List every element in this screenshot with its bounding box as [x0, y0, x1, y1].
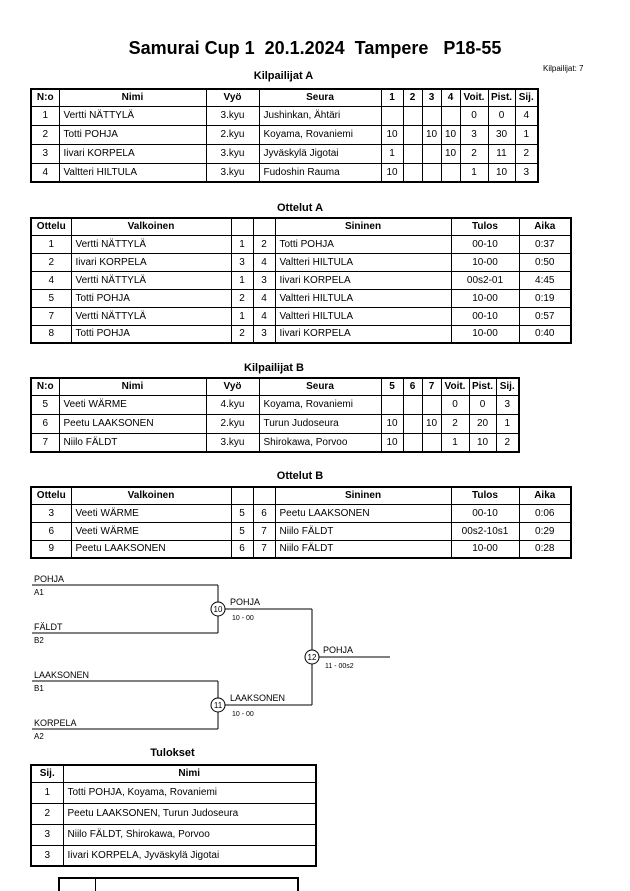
blue-no: 7 — [253, 522, 275, 540]
score-cell: 10 — [422, 125, 441, 144]
match-result: 00s2-01 — [451, 271, 519, 289]
sf2-top-seed: B1 — [34, 684, 44, 693]
sf1-top-name: POHJA — [34, 574, 65, 584]
competitor-belt: 4.kyu — [206, 395, 259, 414]
matches-header-row — [31, 487, 571, 504]
white-name: Iivari KORPELA — [71, 253, 231, 271]
match-12-number: 12 — [307, 653, 317, 662]
place-cell: 2 — [515, 144, 538, 163]
score-cell: 1 — [381, 144, 403, 163]
results-heading: Tulokset — [150, 747, 195, 759]
white-no: 5 — [231, 522, 253, 540]
competitor-club: Jyväskylä Jigotai — [259, 144, 381, 163]
score-cell — [441, 106, 460, 125]
col-1: 1 — [381, 89, 403, 106]
blue-no: 7 — [253, 540, 275, 558]
wins-cell: 1 — [460, 163, 488, 182]
col-wins: Voit. — [460, 89, 488, 106]
match-no: 2 — [31, 253, 71, 271]
sf1-top-seed: A1 — [34, 588, 44, 597]
col-7: 7 — [422, 378, 441, 395]
match-row — [31, 504, 571, 522]
match-time: 0:50 — [519, 253, 571, 271]
col-match: Ottelu — [31, 487, 71, 504]
pool-b-header-row — [31, 378, 519, 395]
match-11-number: 11 — [213, 701, 223, 710]
score-cell — [381, 395, 403, 414]
competitor-name: Veeti WÄRME — [59, 395, 206, 414]
score-cell — [403, 144, 422, 163]
white-no: 1 — [231, 307, 253, 325]
match-10-number: 10 — [213, 605, 223, 614]
col-time: Aika — [519, 487, 571, 504]
points-cell: 10 — [488, 163, 515, 182]
place-cell: 1 — [515, 125, 538, 144]
blue-name: Valtteri HILTULA — [275, 307, 451, 325]
match-result: 00-10 — [451, 235, 519, 253]
next-table-fragment — [58, 877, 299, 891]
result-name: Iivari KORPELA, Jyväskylä Jigotai — [63, 845, 316, 866]
col-wins: Voit. — [441, 378, 469, 395]
result-row — [31, 782, 316, 803]
wins-cell: 1 — [441, 433, 469, 452]
blue-no: 3 — [253, 271, 275, 289]
pool-row — [31, 163, 538, 182]
match-no: 3 — [31, 504, 71, 522]
place-cell: 1 — [496, 414, 519, 433]
blue-no: 2 — [253, 235, 275, 253]
score-cell — [441, 163, 460, 182]
result-place: 3 — [31, 824, 63, 845]
competitor-name: Peetu LAAKSONEN — [59, 414, 206, 433]
score-cell — [403, 433, 422, 452]
col-6: 6 — [403, 378, 422, 395]
place-cell: 2 — [496, 433, 519, 452]
pool-row — [31, 144, 538, 163]
final-bracket — [0, 563, 420, 748]
col-points: Pist. — [488, 89, 515, 106]
place-cell: 3 — [515, 163, 538, 182]
wins-cell: 0 — [441, 395, 469, 414]
match-time: 0:19 — [519, 289, 571, 307]
results-header-row — [31, 765, 316, 782]
competitor-no: 1 — [31, 106, 59, 125]
col-place: Sij. — [31, 765, 63, 782]
points-cell: 20 — [469, 414, 496, 433]
pool-b-table — [30, 377, 520, 453]
final-score: 11 - 00s2 — [325, 663, 354, 670]
wins-cell: 2 — [441, 414, 469, 433]
col-match: Ottelu — [31, 218, 71, 235]
score-cell: 10 — [381, 433, 403, 452]
competitor-club: Fudoshin Rauma — [259, 163, 381, 182]
pool-row — [31, 395, 519, 414]
blue-name: Niilo FÄLDT — [275, 540, 451, 558]
sf2-top-name: LAAKSONEN — [34, 670, 90, 680]
col-name: Nimi — [59, 378, 206, 395]
match-row — [31, 325, 571, 343]
match-row — [31, 540, 571, 558]
matches-b-heading: Ottelut B — [276, 470, 324, 482]
competitor-belt: 3.kyu — [206, 144, 259, 163]
match-result: 10-00 — [451, 289, 519, 307]
competitor-name: Niilo FÄLDT — [59, 433, 206, 452]
score-cell — [422, 106, 441, 125]
match-row — [31, 522, 571, 540]
match-time: 0:57 — [519, 307, 571, 325]
match-row — [31, 307, 571, 325]
col-white-no — [231, 218, 253, 235]
sf1-bottom-name: FÄLDT — [34, 622, 63, 632]
score-cell — [403, 125, 422, 144]
col-5: 5 — [381, 378, 403, 395]
competitor-belt: 2.kyu — [206, 414, 259, 433]
matches-a-heading: Ottelut A — [276, 202, 324, 214]
col-white: Valkoinen — [71, 487, 231, 504]
white-name: Totti POHJA — [71, 325, 231, 343]
white-name: Veeti WÄRME — [71, 504, 231, 522]
competitor-name: Totti POHJA — [59, 125, 206, 144]
white-no: 2 — [231, 325, 253, 343]
competitor-no: 6 — [31, 414, 59, 433]
competitor-no: 2 — [31, 125, 59, 144]
sf2-winner-name: LAAKSONEN — [230, 693, 286, 703]
white-no: 3 — [231, 253, 253, 271]
match-time: 4:45 — [519, 271, 571, 289]
result-row — [31, 824, 316, 845]
match-row — [31, 289, 571, 307]
match-time: 0:28 — [519, 540, 571, 558]
sf2-bottom-name: KORPELA — [34, 718, 77, 728]
match-result: 00s2-10s1 — [451, 522, 519, 540]
col-name: Nimi — [63, 765, 316, 782]
col-club: Seura — [259, 378, 381, 395]
result-name: Niilo FÄLDT, Shirokawa, Porvoo — [63, 824, 316, 845]
col-3: 3 — [422, 89, 441, 106]
match-time: 0:06 — [519, 504, 571, 522]
score-cell — [403, 163, 422, 182]
match-no: 6 — [31, 522, 71, 540]
blue-no: 3 — [253, 325, 275, 343]
pool-b-heading: Kilpailijat B — [244, 362, 304, 374]
competitor-club: Koyama, Rovaniemi — [259, 395, 381, 414]
match-row — [31, 271, 571, 289]
col-blue: Sininen — [275, 218, 451, 235]
match-time: 0:40 — [519, 325, 571, 343]
col-points: Pist. — [469, 378, 496, 395]
blue-no: 4 — [253, 289, 275, 307]
score-cell: 10 — [441, 125, 460, 144]
col-place: Sij. — [496, 378, 519, 395]
pool-a-heading: Kilpailijat A — [253, 70, 314, 82]
blue-name: Valtteri HILTULA — [275, 289, 451, 307]
points-cell: 11 — [488, 144, 515, 163]
pool-a-header-row — [31, 89, 538, 106]
sf1-winner-name: POHJA — [230, 597, 261, 607]
col-blue-no — [253, 487, 275, 504]
competitor-club: Shirokawa, Porvoo — [259, 433, 381, 452]
white-no: 1 — [231, 235, 253, 253]
place-cell: 4 — [515, 106, 538, 125]
blue-name: Iivari KORPELA — [275, 325, 451, 343]
wins-cell: 2 — [460, 144, 488, 163]
sf2-score: 10 - 00 — [232, 711, 254, 718]
col-white: Valkoinen — [71, 218, 231, 235]
sf2-bottom-seed: A2 — [34, 732, 44, 741]
score-cell: 10 — [422, 414, 441, 433]
score-cell — [422, 395, 441, 414]
wins-cell: 0 — [460, 106, 488, 125]
blue-no: 4 — [253, 253, 275, 271]
match-no: 4 — [31, 271, 71, 289]
score-cell — [422, 433, 441, 452]
wins-cell: 3 — [460, 125, 488, 144]
col-belt: Vyö — [206, 378, 259, 395]
sf1-bottom-seed: B2 — [34, 636, 44, 645]
white-name: Vertti NÄTTYLÄ — [71, 307, 231, 325]
blue-no: 4 — [253, 307, 275, 325]
blue-name: Peetu LAAKSONEN — [275, 504, 451, 522]
pool-a-table — [30, 88, 539, 183]
competitor-club: Turun Judoseura — [259, 414, 381, 433]
col-blue: Sininen — [275, 487, 451, 504]
white-name: Vertti NÄTTYLÄ — [71, 235, 231, 253]
competitor-belt: 3.kyu — [206, 433, 259, 452]
match-row — [31, 235, 571, 253]
competitor-no: 7 — [31, 433, 59, 452]
match-result: 10-00 — [451, 540, 519, 558]
score-cell — [422, 163, 441, 182]
result-name: Peetu LAAKSONEN, Turun Judoseura — [63, 803, 316, 824]
competitors-count: Kilpailijat: 7 — [543, 64, 584, 73]
blue-name: Valtteri HILTULA — [275, 253, 451, 271]
score-cell — [422, 144, 441, 163]
matches-b-table — [30, 486, 572, 559]
competitor-club: Jushinkan, Ähtäri — [259, 106, 381, 125]
next-table-fragment-cell — [60, 879, 96, 891]
score-cell — [403, 106, 422, 125]
white-name: Peetu LAAKSONEN — [71, 540, 231, 558]
competitor-no: 4 — [31, 163, 59, 182]
result-place: 2 — [31, 803, 63, 824]
pool-row — [31, 125, 538, 144]
score-cell — [381, 106, 403, 125]
col-name: Nimi — [59, 89, 206, 106]
white-no: 5 — [231, 504, 253, 522]
match-row — [31, 253, 571, 271]
competitor-belt: 3.kyu — [206, 163, 259, 182]
col-4: 4 — [441, 89, 460, 106]
match-result: 00-10 — [451, 504, 519, 522]
col-belt: Vyö — [206, 89, 259, 106]
blue-name: Niilo FÄLDT — [275, 522, 451, 540]
match-result: 10-00 — [451, 253, 519, 271]
col-time: Aika — [519, 218, 571, 235]
sf1-score: 10 - 00 — [232, 615, 254, 622]
col-place: Sij. — [515, 89, 538, 106]
pool-row — [31, 414, 519, 433]
place-cell: 3 — [496, 395, 519, 414]
col-club: Seura — [259, 89, 381, 106]
page-title: Samurai Cup 1 20.1.2024 Tampere P18-55 — [128, 38, 502, 58]
score-cell: 10 — [381, 414, 403, 433]
white-no: 2 — [231, 289, 253, 307]
match-no: 7 — [31, 307, 71, 325]
match-no: 8 — [31, 325, 71, 343]
competitor-no: 5 — [31, 395, 59, 414]
score-cell: 10 — [381, 163, 403, 182]
result-row — [31, 803, 316, 824]
points-cell: 0 — [469, 395, 496, 414]
match-no: 9 — [31, 540, 71, 558]
pool-row — [31, 433, 519, 452]
matches-a-table — [30, 217, 572, 344]
competitor-no: 3 — [31, 144, 59, 163]
result-row — [31, 845, 316, 866]
points-cell: 10 — [469, 433, 496, 452]
pool-row — [31, 106, 538, 125]
match-time: 0:37 — [519, 235, 571, 253]
matches-header-row — [31, 218, 571, 235]
match-time: 0:29 — [519, 522, 571, 540]
col-white-no — [231, 487, 253, 504]
result-name: Totti POHJA, Koyama, Rovaniemi — [63, 782, 316, 803]
results-table — [30, 764, 317, 867]
white-no: 1 — [231, 271, 253, 289]
score-cell — [403, 414, 422, 433]
blue-name: Iivari KORPELA — [275, 271, 451, 289]
competitor-belt: 3.kyu — [206, 106, 259, 125]
score-cell: 10 — [441, 144, 460, 163]
match-no: 5 — [31, 289, 71, 307]
white-name: Vertti NÄTTYLÄ — [71, 271, 231, 289]
col-no: N:o — [31, 378, 59, 395]
result-place: 3 — [31, 845, 63, 866]
blue-no: 6 — [253, 504, 275, 522]
competitor-club: Koyama, Rovaniemi — [259, 125, 381, 144]
final-winner-name: POHJA — [323, 645, 354, 655]
match-no: 1 — [31, 235, 71, 253]
col-blue-no — [253, 218, 275, 235]
competitor-name: Valtteri HILTULA — [59, 163, 206, 182]
match-result: 00-10 — [451, 307, 519, 325]
result-place: 1 — [31, 782, 63, 803]
competitor-name: Iivari KORPELA — [59, 144, 206, 163]
blue-name: Totti POHJA — [275, 235, 451, 253]
competitor-name: Vertti NÄTTYLÄ — [59, 106, 206, 125]
score-cell: 10 — [381, 125, 403, 144]
col-result: Tulos — [451, 218, 519, 235]
competitor-belt: 2.kyu — [206, 125, 259, 144]
match-result: 10-00 — [451, 325, 519, 343]
col-result: Tulos — [451, 487, 519, 504]
white-name: Veeti WÄRME — [71, 522, 231, 540]
points-cell: 30 — [488, 125, 515, 144]
points-cell: 0 — [488, 106, 515, 125]
white-no: 6 — [231, 540, 253, 558]
white-name: Totti POHJA — [71, 289, 231, 307]
col-no: N:o — [31, 89, 59, 106]
col-2: 2 — [403, 89, 422, 106]
score-cell — [403, 395, 422, 414]
